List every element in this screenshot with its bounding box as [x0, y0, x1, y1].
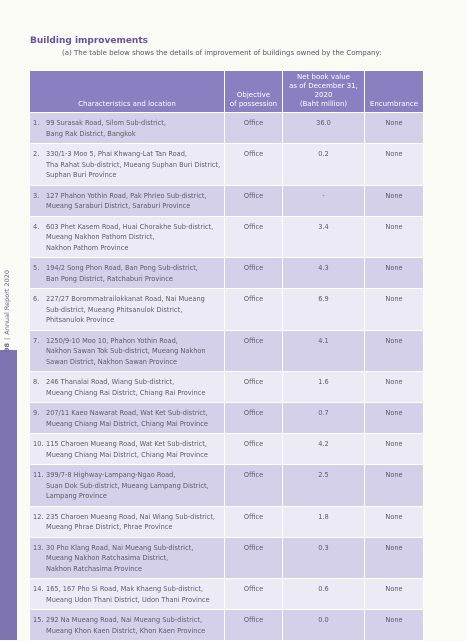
- row-number: 2.: [33, 150, 40, 158]
- location-line: [33, 543, 221, 554]
- side-accent-band: [0, 350, 17, 640]
- location-text: Mueang Nakhon Pathom District,: [46, 233, 155, 241]
- encumbrance-cell: None: [365, 258, 424, 289]
- encumbrance-cell: None: [365, 185, 424, 216]
- location-cell: [30, 258, 225, 289]
- separator: |: [3, 337, 11, 340]
- location-text: 246 Thanalai Road, Wiang Sub-district,: [46, 378, 175, 386]
- location-text: 330/1-3 Moo 5, Phai Khwang-Lat Tan Road,: [46, 150, 188, 158]
- location-line: [33, 439, 221, 450]
- location-line: [33, 388, 221, 399]
- location-line: [33, 243, 221, 254]
- location-text: Nakhon Pathom Province: [46, 243, 129, 252]
- location-line: [33, 201, 221, 212]
- table-row: [30, 289, 424, 331]
- location-line: [33, 491, 221, 502]
- location-line: [33, 336, 221, 347]
- table-row: [30, 372, 424, 403]
- table-row: [30, 403, 424, 434]
- location-line: [33, 595, 221, 606]
- location-text: 99 Surasak Road, Silom Sub-district,: [46, 119, 166, 127]
- row-number: 13.: [33, 543, 44, 552]
- location-cell: [30, 330, 225, 372]
- location-line: [33, 553, 221, 564]
- location-line: [33, 419, 221, 430]
- location-cell: [30, 465, 225, 507]
- table-row: [30, 330, 424, 372]
- location-line: [33, 129, 221, 140]
- location-line: [33, 626, 221, 637]
- location-cell: [30, 537, 225, 579]
- location-line: [33, 222, 221, 233]
- book-value-cell: 0.3: [283, 537, 365, 579]
- location-cell: [30, 185, 225, 216]
- book-value-cell: 0.2: [283, 144, 365, 186]
- encumbrance-cell: None: [365, 372, 424, 403]
- location-text: Mueang Saraburi District, Saraburi Province: [46, 202, 191, 210]
- location-cell: [30, 144, 225, 186]
- header-encumbrance: Encumbrance: [365, 71, 424, 113]
- location-text: Mueang Khon Kaen District, Khon Kaen Province: [46, 626, 206, 635]
- location-line: [33, 615, 221, 626]
- header-book-value: Net book value as of December 31, 2020 (Baht million): [283, 71, 365, 113]
- location-text: Phitsanulok Province: [46, 316, 115, 324]
- table-row: [30, 506, 424, 537]
- book-value-cell: 4.2: [283, 434, 365, 465]
- location-line: [33, 377, 221, 388]
- location-line: [33, 315, 221, 326]
- publication-name: Annual Report 2020: [3, 269, 11, 335]
- location-cell: [30, 289, 225, 331]
- location-line: [33, 522, 221, 533]
- table-row: [30, 434, 424, 465]
- encumbrance-cell: None: [365, 113, 424, 144]
- encumbrance-cell: None: [365, 579, 424, 610]
- location-text: Mueang Chiang Mai District, Chiang Mai Province: [46, 419, 208, 428]
- book-value-cell: -: [283, 185, 365, 216]
- location-text: 207/11 Kaeo Nawarat Road, Wat Ket Sub-district,: [46, 409, 208, 417]
- location-line: [33, 305, 221, 316]
- book-value-cell: 3.4: [283, 216, 365, 258]
- location-line: [33, 481, 221, 492]
- location-cell: [30, 506, 225, 537]
- location-text: 165, 167 Pho Si Road, Mak Khaeng Sub-district,: [46, 585, 204, 593]
- row-number: 7.: [33, 336, 40, 345]
- location-cell: [30, 434, 225, 465]
- book-value-cell: 6.9: [283, 289, 365, 331]
- location-line: [33, 408, 221, 419]
- objective-cell: Office: [225, 372, 283, 403]
- location-text: 1250/9-10 Moo 10, Phahon Yothin Road,: [46, 336, 178, 345]
- location-line: [33, 357, 221, 368]
- table-row: [30, 610, 424, 641]
- objective-cell: Office: [225, 289, 283, 331]
- encumbrance-cell: None: [365, 537, 424, 579]
- location-cell: [30, 610, 225, 641]
- location-cell: [30, 403, 225, 434]
- location-text: 227/27 Borommatrailokkanat Road, Nai Mueang: [46, 295, 205, 303]
- encumbrance-cell: None: [365, 506, 424, 537]
- location-line: [33, 149, 221, 160]
- book-value-cell: 36.0: [283, 113, 365, 144]
- objective-cell: Office: [225, 579, 283, 610]
- location-text: 292 Na Mueang Road, Nai Mueang Sub-district,: [46, 616, 203, 624]
- location-line: [33, 160, 221, 171]
- location-cell: [30, 372, 225, 403]
- location-text: Tha Rahat Sub-district, Mueang Suphan Buri District,: [46, 160, 221, 169]
- objective-cell: Office: [225, 113, 283, 144]
- location-line: [33, 118, 221, 129]
- section-title: Building improvements: [30, 36, 148, 46]
- objective-cell: Office: [225, 185, 283, 216]
- table-row: [30, 537, 424, 579]
- objective-cell: Office: [225, 465, 283, 507]
- location-line: [33, 274, 221, 285]
- encumbrance-cell: None: [365, 216, 424, 258]
- table-row: [30, 113, 424, 144]
- row-number: 5.: [33, 264, 40, 272]
- location-line: [33, 263, 221, 274]
- location-cell: [30, 216, 225, 258]
- book-value-cell: 0.7: [283, 403, 365, 434]
- location-text: Mueang Phrae District, Phrae Province: [46, 523, 173, 531]
- location-text: Suphan Buri Province: [46, 171, 117, 179]
- location-text: Sawan District, Nakhon Sawan Province: [46, 357, 178, 366]
- row-number: 4.: [33, 222, 40, 231]
- book-value-cell: 2.5: [283, 465, 365, 507]
- location-line: [33, 584, 221, 595]
- table-row: [30, 258, 424, 289]
- row-number: 9.: [33, 409, 40, 417]
- book-value-cell: 4.1: [283, 330, 365, 372]
- location-cell: [30, 113, 225, 144]
- row-number: 3.: [33, 191, 40, 200]
- location-line: [33, 191, 221, 202]
- table-header-row: [30, 71, 424, 113]
- location-text: Mueang Chiang Rai District, Chiang Rai Province: [46, 388, 206, 397]
- location-text: 115 Charoen Mueang Road, Wat Ket Sub-district,: [46, 440, 207, 448]
- location-text: 127 Phahon Yothin Road, Pak Phrieo Sub-district,: [46, 191, 207, 200]
- book-value-cell: 1.6: [283, 372, 365, 403]
- table-row: [30, 579, 424, 610]
- location-line: [33, 170, 221, 181]
- location-text: Lampang Province: [46, 492, 107, 500]
- location-line: [33, 512, 221, 523]
- location-text: 235 Charoen Mueang Road, Nai Wiang Sub-district,: [46, 512, 216, 521]
- table-row: [30, 144, 424, 186]
- location-text: 603 Phet Kasem Road, Huai Chorakhe Sub-district,: [46, 222, 214, 231]
- header-location: Characteristics and location: [30, 71, 225, 113]
- row-number: 11.: [33, 471, 44, 479]
- location-line: [33, 294, 221, 305]
- row-number: 10.: [33, 440, 44, 448]
- book-value-cell: 0.0: [283, 610, 365, 641]
- location-text: Nakhon Ratchasima Province: [46, 564, 143, 573]
- location-line: [33, 450, 221, 461]
- location-text: Bang Rak District, Bangkok: [46, 129, 136, 138]
- row-number: 15.: [33, 616, 44, 624]
- encumbrance-cell: None: [365, 403, 424, 434]
- objective-cell: Office: [225, 610, 283, 641]
- location-text: Sub-district, Mueang Phitsanulok District,: [46, 305, 183, 314]
- objective-cell: Office: [225, 258, 283, 289]
- row-number: 12.: [33, 512, 44, 521]
- location-text: Ban Pong District, Ratchaburi Province: [46, 274, 173, 283]
- row-number: 8.: [33, 378, 40, 386]
- encumbrance-cell: None: [365, 289, 424, 331]
- page-number: 98: [3, 342, 11, 352]
- location-line: [33, 564, 221, 575]
- book-value-cell: 0.6: [283, 579, 365, 610]
- location-text: Mueang Chiang Mai District, Chiang Mai Province: [46, 450, 208, 459]
- encumbrance-cell: None: [365, 144, 424, 186]
- objective-cell: Office: [225, 506, 283, 537]
- page-footer-label: [3, 270, 11, 352]
- objective-cell: Office: [225, 434, 283, 465]
- building-improvements-table: [29, 70, 424, 641]
- objective-cell: Office: [225, 537, 283, 579]
- book-value-cell: 1.8: [283, 506, 365, 537]
- book-value-cell: 4.3: [283, 258, 365, 289]
- location-line: [33, 470, 221, 481]
- encumbrance-cell: None: [365, 434, 424, 465]
- section-intro: (a) The table below shows the details of improvement of buildings owned by the Company:: [62, 49, 382, 57]
- location-text: 30 Pho Klang Road, Nai Mueang Sub-district,: [46, 543, 194, 552]
- location-text: Mueang Udon Thani District, Udon Thani Province: [46, 595, 210, 604]
- location-text: Nakhon Sawan Tok Sub-district, Mueang Nakhon: [46, 347, 206, 355]
- table-row: [30, 185, 424, 216]
- location-line: [33, 346, 221, 357]
- location-text: 194/2 Song Phon Road, Ban Pong Sub-district,: [46, 264, 198, 272]
- table-row: [30, 216, 424, 258]
- objective-cell: Office: [225, 330, 283, 372]
- objective-cell: Office: [225, 144, 283, 186]
- objective-cell: Office: [225, 216, 283, 258]
- objective-cell: Office: [225, 403, 283, 434]
- row-number: 6.: [33, 295, 40, 303]
- encumbrance-cell: None: [365, 610, 424, 641]
- row-number: 14.: [33, 585, 44, 593]
- table-row: [30, 465, 424, 507]
- encumbrance-cell: None: [365, 330, 424, 372]
- location-text: 399/7-8 Highway-Lampang-Ngao Road,: [46, 471, 176, 479]
- location-cell: [30, 579, 225, 610]
- location-line: [33, 232, 221, 243]
- location-text: Mueang Nakhon Ratchasima District,: [46, 554, 169, 562]
- header-objective: Objective of possession: [225, 71, 283, 113]
- encumbrance-cell: None: [365, 465, 424, 507]
- row-number: 1.: [33, 119, 40, 127]
- location-text: Suan Dok Sub-district, Mueang Lampang District,: [46, 481, 209, 490]
